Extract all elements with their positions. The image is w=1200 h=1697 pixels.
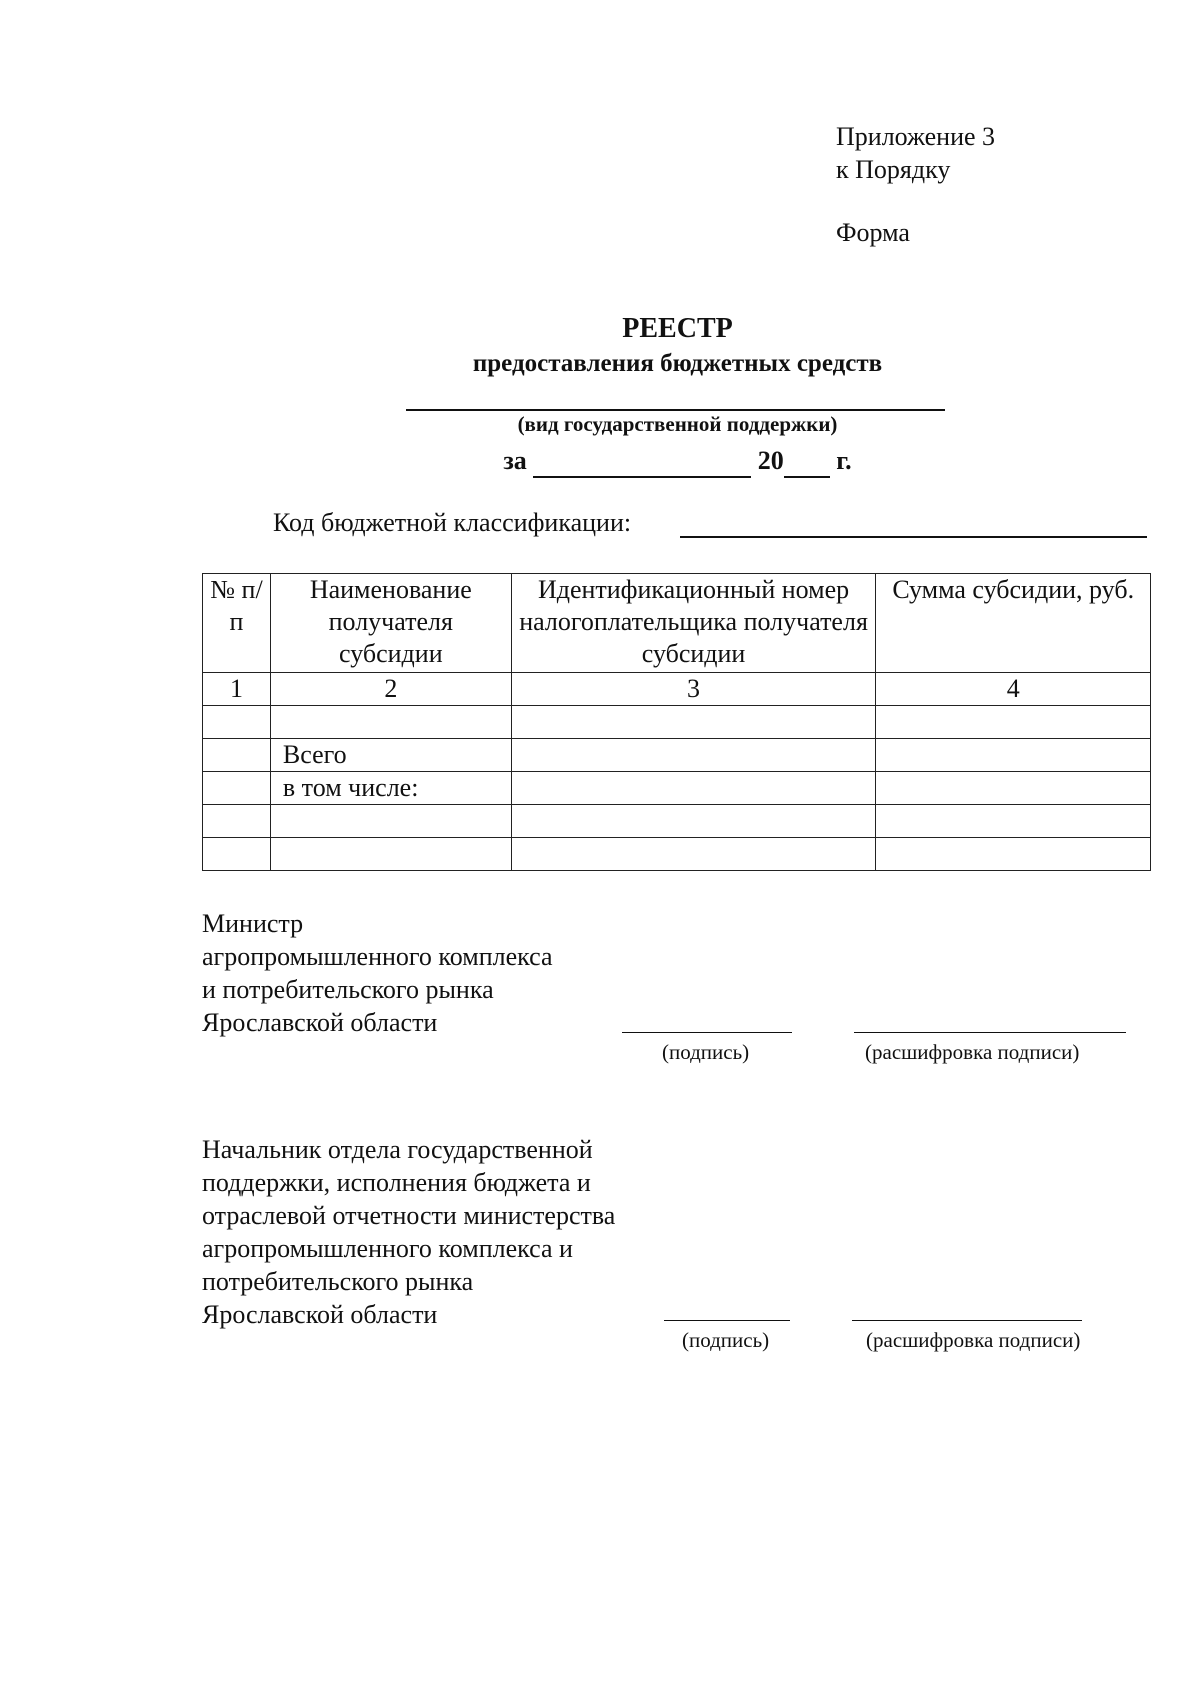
including-label: в том числе: xyxy=(270,772,511,805)
table-cell xyxy=(203,772,271,805)
table-cell xyxy=(270,805,511,838)
kbk-label: Код бюджетной классификации: xyxy=(273,508,632,537)
document-title: РЕЕСТР xyxy=(622,313,733,344)
decode-caption-1: (расшифровка подписи) xyxy=(865,1040,1080,1064)
signature-line-2 xyxy=(664,1320,790,1321)
table-cell xyxy=(876,772,1151,805)
table-cell xyxy=(203,838,271,871)
column-number-2: 2 xyxy=(270,673,511,706)
table-cell xyxy=(876,838,1151,871)
position-line: Начальник отдела государственной xyxy=(202,1135,593,1164)
appendix-line-1: Приложение 3 xyxy=(836,122,996,151)
table-cell xyxy=(511,739,876,772)
column-number-1: 1 xyxy=(203,673,271,706)
decode-caption-2: (расшифровка подписи) xyxy=(866,1328,1081,1352)
table-row xyxy=(203,805,1151,838)
support-type-caption: (вид государственной поддержки) xyxy=(517,412,838,436)
table-cell xyxy=(511,805,876,838)
decode-line-2 xyxy=(852,1320,1082,1321)
kbk-blank-line xyxy=(680,536,1147,538)
header-inn: Идентификационный номер налогоплательщика получателя субсидии xyxy=(511,574,876,673)
position-line: агропромышленного комплекса и xyxy=(202,1234,573,1263)
table-cell xyxy=(270,706,511,739)
table-cell xyxy=(270,838,511,871)
table-cell xyxy=(876,805,1151,838)
header-recipient-name: Наименование получателя субсидии xyxy=(270,574,511,673)
position-line: отраслевой отчетности министерства xyxy=(202,1201,616,1230)
appendix-line-2: к Порядку xyxy=(836,155,951,184)
column-number-3: 3 xyxy=(511,673,876,706)
year-blank xyxy=(784,446,830,478)
table-cell xyxy=(203,805,271,838)
registry-table xyxy=(202,573,1151,871)
period-suffix: г. xyxy=(836,446,852,475)
period-blank xyxy=(533,446,751,478)
form-label: Форма xyxy=(836,218,910,247)
table-cell xyxy=(203,706,271,739)
table-row-numbers xyxy=(203,673,1151,706)
signature-line-1 xyxy=(622,1032,792,1033)
support-type-blank-line xyxy=(406,409,945,411)
period-prefix: за xyxy=(503,446,527,475)
position-line: поддержки, исполнения бюджета и xyxy=(202,1168,591,1197)
position-line: Ярославской области xyxy=(202,1300,438,1329)
position-line: Министр xyxy=(202,909,304,938)
appendix-note xyxy=(836,120,995,186)
table-cell xyxy=(876,706,1151,739)
decode-line-1 xyxy=(854,1032,1126,1033)
signatory-2-position xyxy=(202,1133,615,1331)
header-number: № п/п xyxy=(203,574,271,673)
column-number-4: 4 xyxy=(876,673,1151,706)
table-cell xyxy=(876,739,1151,772)
table-cell xyxy=(511,706,876,739)
table-row xyxy=(203,706,1151,739)
total-label: Всего xyxy=(270,739,511,772)
table-row xyxy=(203,838,1151,871)
table-row-total xyxy=(203,739,1151,772)
table-cell xyxy=(511,772,876,805)
signature-caption-1: (подпись) xyxy=(662,1040,750,1064)
signatory-1-position xyxy=(202,907,553,1039)
position-line: Ярославской области xyxy=(202,1008,438,1037)
table-cell xyxy=(203,739,271,772)
position-line: потребительского рынка xyxy=(202,1267,474,1296)
table-row-including xyxy=(203,772,1151,805)
table-cell xyxy=(511,838,876,871)
signature-caption-2: (подпись) xyxy=(682,1328,770,1352)
header-subsidy-amount: Сумма субсидии, руб. xyxy=(876,574,1151,673)
position-line: и потребительского рынка xyxy=(202,975,494,1004)
table-header-row xyxy=(203,574,1151,673)
period-line xyxy=(0,446,1200,478)
period-year: 20 xyxy=(757,446,784,475)
document-subtitle: предоставления бюджетных средств xyxy=(472,350,883,377)
position-line: агропромышленного комплекса xyxy=(202,942,553,971)
